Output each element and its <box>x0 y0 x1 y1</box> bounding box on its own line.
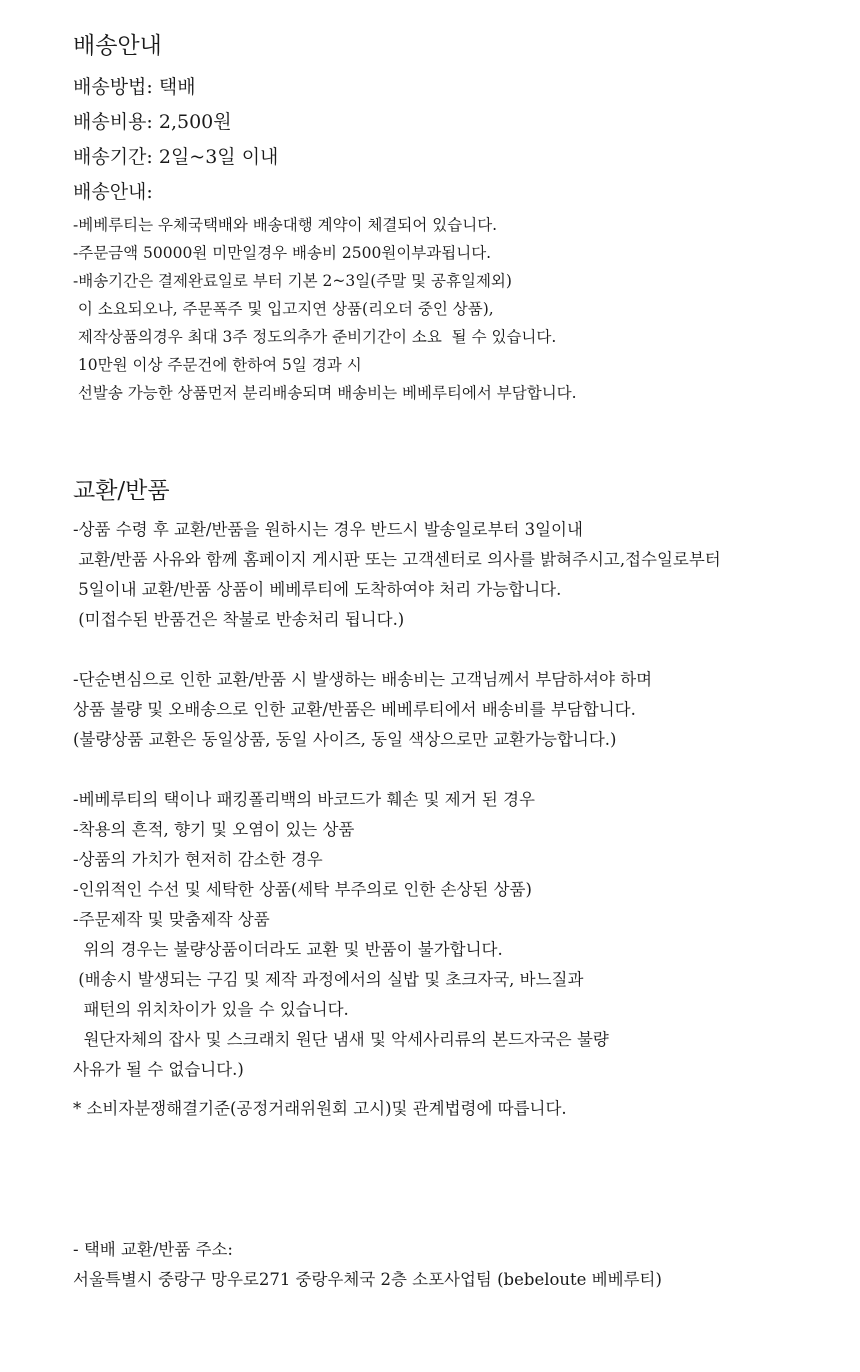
exchange-line: 사유가 될 수 없습니다.) <box>73 1060 244 1079</box>
return-address-label: - 택배 교환/반품 주소: <box>73 1240 233 1259</box>
exchange-title: 교환/반품 <box>73 478 170 504</box>
exchange-line: -착용의 흔적, 향기 및 오염이 있는 상품 <box>73 820 355 839</box>
exchange-line: -단순변심으로 인한 교환/반품 시 발생하는 배송비는 고객님께서 부담하셔야 하며 <box>73 670 653 689</box>
exchange-line: -인위적인 수선 및 세탁한 상품(세탁 부주의로 인한 손상된 상품) <box>73 880 532 899</box>
exchange-line: 패턴의 위치차이가 있을 수 있습니다. <box>73 1000 349 1019</box>
exchange-line: 5일이내 교환/반품 상품이 베베루티에 도착하여야 처리 가능합니다. <box>73 580 562 599</box>
shipping-note: 10만원 이상 주문건에 한하여 5일 경과 시 <box>73 356 362 374</box>
return-address: 서울특별시 중랑구 망우로271 중랑우체국 2층 소포사업팀 (bebeloute 베베루티) <box>73 1270 662 1289</box>
shipping-cost: 배송비용: 2,500원 <box>73 111 232 133</box>
exchange-line: -베베루티의 택이나 패킹폴리백의 바코드가 훼손 및 제거 된 경우 <box>73 790 535 809</box>
exchange-line: 위의 경우는 불량상품이더라도 교환 및 반품이 불가합니다. <box>73 940 503 959</box>
exchange-line: (배송시 발생되는 구김 및 제작 과정에서의 실밥 및 초크자국, 바느질과 <box>73 970 584 989</box>
exchange-line: 상품 불량 및 오배송으로 인한 교환/반품은 베베루티에서 배송비를 부담합니다. <box>73 700 636 719</box>
shipping-note: -배송기간은 결제완료일로 부터 기본 2~3일(주말 및 공휴일제외) <box>73 272 512 290</box>
shipping-note: 이 소요되오나, 주문폭주 및 입고지연 상품(리오더 중인 상품), <box>73 300 494 318</box>
shipping-method: 배송방법: 택배 <box>73 76 196 98</box>
shipping-note: -주문금액 50000원 미만일경우 배송비 2500원이부과됩니다. <box>73 244 492 262</box>
exchange-line: -주문제작 및 맞춤제작 상품 <box>73 910 270 929</box>
shipping-guide-label: 배송안내: <box>73 181 153 203</box>
law-note: * 소비자분쟁해결기준(공정거래위원회 고시)및 관계법령에 따릅니다. <box>73 1099 567 1118</box>
shipping-note: 제작상품의경우 최대 3주 정도의추가 준비기간이 소요 될 수 있습니다. <box>73 328 557 346</box>
exchange-line: 원단자체의 잡사 및 스크래치 원단 냄새 및 악세사리류의 본드자국은 불량 <box>73 1030 609 1049</box>
shipping-note: 선발송 가능한 상품먼저 분리배송되며 배송비는 베베루티에서 부담합니다. <box>73 384 577 402</box>
exchange-line: (미접수된 반품건은 착불로 반송처리 됩니다.) <box>73 610 405 629</box>
shipping-note: -베베루티는 우체국택배와 배송대행 계약이 체결되어 있습니다. <box>73 216 498 234</box>
shipping-period: 배송기간: 2일~3일 이내 <box>73 146 279 168</box>
exchange-line: -상품의 가치가 현저히 감소한 경우 <box>73 850 323 869</box>
shipping-title: 배송안내 <box>73 33 162 59</box>
exchange-line: -상품 수령 후 교환/반품을 원하시는 경우 반드시 발송일로부터 3일이내 <box>73 520 583 539</box>
exchange-line: 교환/반품 사유와 함께 홈페이지 게시판 또는 고객센터로 의사를 밝혀주시고,접수일로부터 <box>73 550 721 569</box>
exchange-line: (불량상품 교환은 동일상품, 동일 사이즈, 동일 색상으로만 교환가능합니다.) <box>73 730 617 749</box>
